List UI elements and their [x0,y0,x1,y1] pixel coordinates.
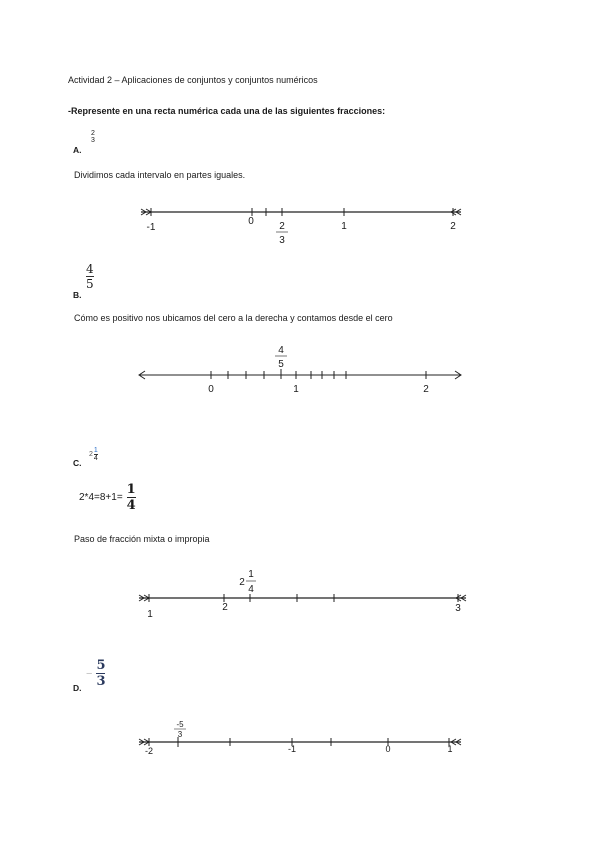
section-c-formula: 2*4=8+1= $\frac{1}{4}$ [79,482,136,513]
number-line-d-marker-den: 3 [177,730,183,739]
number-line-b-tick-label: 1 [293,384,299,395]
number-line-a-tick-label: -1 [146,222,156,233]
section-d-fraction: − $\frac{5}{3}$ [86,658,106,689]
number-line-d-tick-label: -2 [144,746,154,756]
section-b-fraction: $\frac{4}{5}$ [86,262,94,291]
number-line-b-tick-label: 0 [208,384,214,395]
number-line-c-marker-whole: 2 [239,577,245,588]
number-line-d-marker-num: -5 [176,720,184,729]
number-line-a-marker-num: 2 [279,221,285,232]
section-d-label: D. [73,683,82,693]
section-c-fraction: 2 1 4 [89,447,98,462]
section-b-text: Cómo es positivo nos ubicamos del cero a la derecha y contamos desde el cero [74,313,393,323]
number-line-a-tick-label: 0 [248,216,254,227]
section-b-label: B. [73,290,82,300]
number-line-b-marker-den: 5 [278,359,284,370]
instruction-text: -Represente en una recta numérica cada una de las siguientes fracciones: [68,106,386,116]
page-title: Actividad 2 – Aplicaciones de conjuntos y conjuntos numéricos [68,75,318,85]
number-line-c-tick-label: 1 [147,609,153,620]
section-a-text: Dividimos cada intervalo en partes iguales. [74,170,246,180]
number-line-a-tick-label: 1 [341,221,347,232]
number-line-b-tick-label: 2 [423,384,429,395]
number-line-d-tick-label: -1 [287,744,297,754]
number-line-c-tick-label: 2 [222,602,228,613]
number-line-d-tick-label: 0 [385,744,391,754]
section-c-text: Paso de fracción mixta o impropia [74,534,210,544]
number-line-c-marker-den: 4 [248,584,254,595]
number-line-d-tick-label: 1 [447,744,453,754]
number-line-b-marker-num: 4 [278,345,284,356]
section-a-label: A. [73,145,82,155]
number-line-c-tick-label: 3 [455,603,461,614]
section-c-label: C. [73,458,82,468]
number-line-a-marker-den: 3 [279,235,285,246]
section-a-fraction: 2 3 [91,130,95,144]
number-line-c-marker-num: 1 [248,569,254,580]
number-line-a-tick-label: 2 [450,221,456,232]
